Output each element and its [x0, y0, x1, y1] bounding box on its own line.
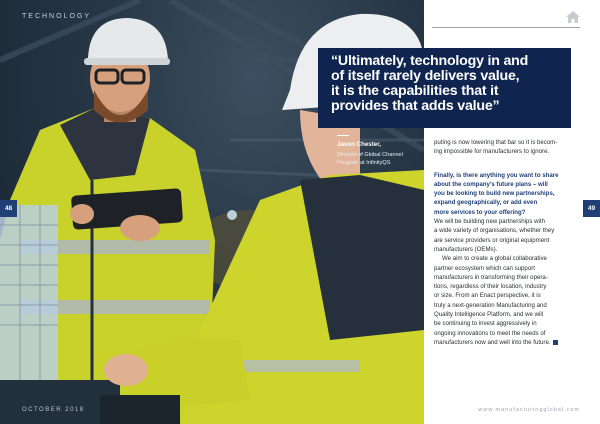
attribution-title-line: Director of Global Channel: [337, 152, 403, 158]
article-body: [434, 138, 584, 347]
attribution-name: Jason Chester,: [337, 141, 382, 148]
issue-date: OCTOBER 2018: [22, 407, 85, 413]
intro-paragraph: puting is now lowering that bar so it is becom- ing impossible for manufacturers to ignore.: [434, 139, 558, 156]
interview-question: Finally, is there anything you want to share about the company’s future plans – will you be looking to build new partnerships, expand geographically, or add even more services to your offering?: [434, 171, 559, 216]
attribution-rule: [337, 135, 349, 136]
attribution-title-line: Program at InfinityQS: [337, 160, 391, 166]
answer-paragraph-2: We aim to create a global collaborative partner ecosystem which can support manufacturers in transforming their opera- tions, regardless of their location, industry or size. From an Enact perspective, it is truly a next-generation Manufacturing and Quality Intelligence Platform, and we will be continuing to invest aggressively in ongoing innovations to meet the needs of manufacturers now and well into the future.: [434, 254, 584, 347]
section-label: TECHNOLOGY: [22, 13, 92, 20]
pull-quote-line: of itself rarely delivers value,: [331, 68, 520, 84]
header-rule: [432, 27, 580, 28]
pull-quote-line: provides that adds value”: [331, 98, 500, 114]
pull-quote: [331, 54, 567, 114]
answer-paragraph-1: We will be building new partnerships with a wide variety of organisations, whether they are service providers or original equipment manufacturers (OEMs).: [434, 218, 555, 253]
website-link[interactable]: www.manufacturingglobal.com: [478, 407, 580, 413]
page-number-right: 49: [583, 200, 600, 217]
attribution-title: [337, 151, 427, 167]
home-icon[interactable]: [565, 9, 581, 25]
pull-quote-line: it is the capabilities that it: [331, 83, 499, 99]
end-mark-icon: [553, 340, 558, 345]
page-number-left: 48: [0, 200, 17, 217]
pull-quote-line: “Ultimately, technology in and: [331, 53, 529, 69]
